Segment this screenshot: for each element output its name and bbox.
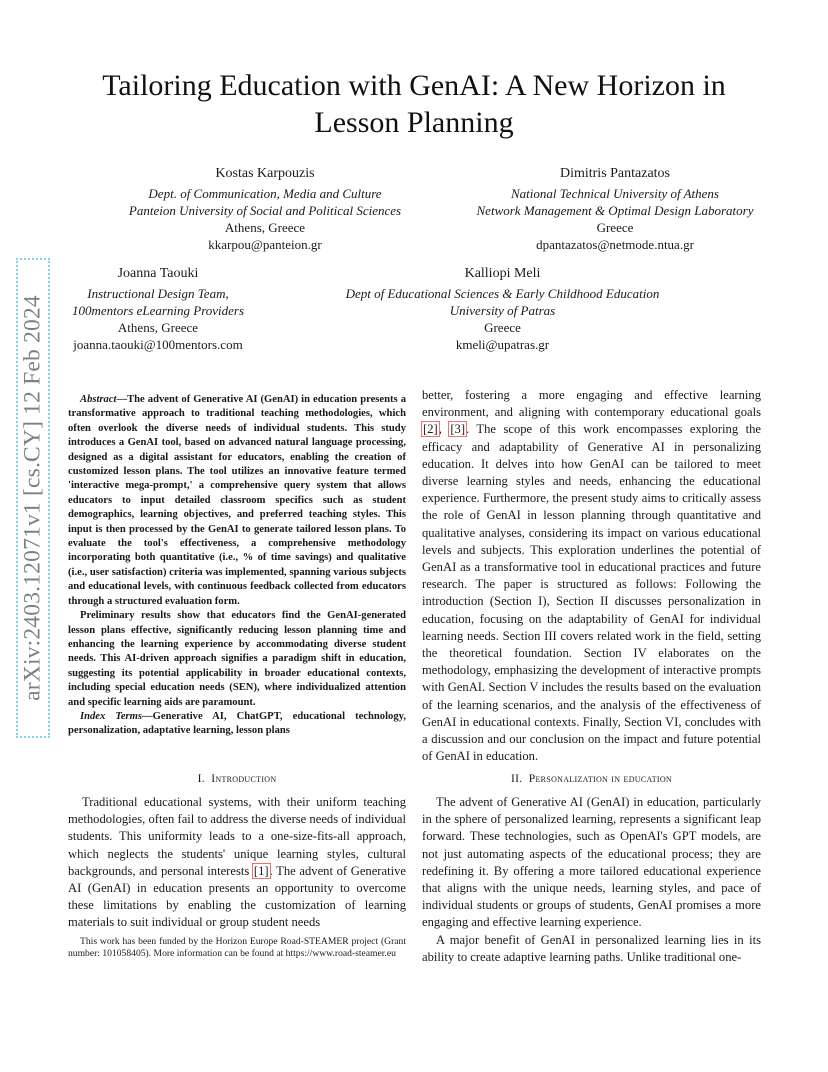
arxiv-stamp[interactable] — [16, 258, 50, 738]
author-institution: 100mentors eLearning Providers — [71, 303, 245, 318]
paper-title: Tailoring Education with GenAI: A New Horizon in Lesson Planning — [102, 69, 726, 139]
author-name: Joanna Taouki — [117, 266, 199, 281]
author-location: Greece — [484, 320, 521, 335]
citation-link-2[interactable]: [2] — [423, 422, 438, 437]
author-dept: Dept. of Communication, Media and Culture — [148, 186, 382, 201]
author-email: dpantazatos@netmode.ntua.gr — [536, 237, 694, 252]
author-location: Athens, Greece — [224, 220, 306, 235]
footnote-funding: This work has been funded by the Horizon Europe Road-STEAMER project (Grant number: 101058405). More information can be found at https://www.road-steamer.eu — [68, 936, 406, 960]
arxiv-identifier[interactable]: arXiv:2403.12071v1 [cs.CY] 12 Feb 2024 — [19, 295, 46, 701]
index-terms-label: Index Terms — [80, 710, 143, 722]
author-location: Athens, Greece — [117, 320, 199, 335]
author-block-taouki — [58, 265, 258, 353]
author-block-pantazatos — [440, 165, 790, 253]
section-heading-introduction: I. Introduction — [197, 773, 277, 785]
author-dept: Instructional Design Team, — [87, 286, 229, 301]
section-heading-personalization: II. Personalization in education — [511, 773, 672, 785]
author-dept: Dept of Educational Sciences & Early Childhood Education — [345, 286, 660, 301]
author-name: Kalliopi Meli — [464, 266, 541, 281]
author-email: kkarpou@panteion.gr — [208, 237, 322, 252]
author-email: kmeli@upatras.gr — [455, 337, 550, 352]
citation-link-1[interactable]: [1] — [253, 863, 269, 878]
citation-link-3[interactable]: [3] — [450, 422, 466, 437]
author-dept: National Technical University of Athens — [511, 186, 719, 201]
author-institution: Network Management & Optimal Design Laboratory — [476, 203, 754, 218]
abstract-label: Abstract — [80, 394, 117, 405]
index-terms: —Generative AI, ChatGPT, educational technology, personalization, adaptative learning, lesson plans — [68, 710, 406, 737]
author-location: Greece — [596, 220, 634, 235]
author-name: Kostas Karpouzis — [215, 166, 315, 181]
personalization-text — [422, 794, 761, 966]
abstract-paragraph-2: Preliminary results show that educators find the GenAI-generated lesson plans effective, significantly reducing lesson planning time and enhancing the learning experience by accommodating diverse student needs. This AI-driven approach signifies a paradigm shift in education, suggesting its potential applicability in broader educational contexts, including special education needs (SEN), where individualized attention and specific learning aids are paramount. — [68, 610, 406, 708]
author-block-meli — [320, 265, 685, 353]
abstract — [68, 393, 406, 739]
author-institution: Panteion University of Social and Political Sciences — [128, 203, 402, 218]
introduction-continued-text: better, fostering a more engaging and effective learning environment, and aligning with contemporary educational goals [2], [3]. The scope of this work encompasses exploring the efficacy and adaptability of Generative AI in personalizing education. It delves into how GenAI can be tailored to meet diverse learning styles and needs, enhancing the educational experience. Furthermore, the present study aims to critically assess the role of GenAI in lesson planning through quantitative and qualitative analyses, considering its impact on various educational levels and subjects. This exploration underlines the potential of GenAI as a transformative tool in educational practices and future research. The paper is structured as follows: Following the introduction (Section I), Section II discusses personalization in education, focusing on the adaptability of GenAI for individual learning needs. Section III covers related work in the field, setting the theoretical foundation. Section IV elaborates on the methodology, emphasizing the development of interactive prompts with GenAI. Section V includes the results based on the evaluation of the learning scenarios, and the analysis of the effectiveness of GenAI in educational contexts. Finally, Section VI, concludes with a discussion and our conclusion on the impact and future potential of GenAI in education. — [422, 388, 761, 764]
author-institution: University of Patras — [449, 303, 556, 318]
author-block-karpouzis — [100, 165, 430, 253]
abstract-paragraph-1: —The advent of Generative AI (GenAI) in education presents a transformative approach to traditional teaching methodologies, which often overlook the diverse needs of individual students. This study introduces a GenAI tool, based on advanced natural language processing, designed as a digital assistant for educators, enabling the creation of customized lesson plans. The tool utilizes an innovative feature termed 'interactive mega-prompt,' a comprehensive query system that allows educators to input detailed classroom specifics such as student demographics, learning objectives, and preferred teaching styles. This input is then processed by the GenAI to generate tailored lesson plans. To evaluate the tool's effectiveness, a comprehensive methodology incorporating both quantitative (i.e., % of time savings) and qualitative (i.e., user satisfaction) criteria was implemented, spanning various subjects and educational levels, with continuous feedback collected from educators through a structured evaluation form. — [68, 394, 406, 607]
introduction-text: Traditional educational systems, with their uniform teaching methodologies, often fail to address the diverse needs of individual students. This uniformity leads to a one-size-fits-all approach, which neglects the students' unique learning styles, cultural backgrounds, and personal interests [1]. The advent of Generative AI (GenAI) in education presents an opportunity to overcome these limitations by enabling the customization of learning materials to suit individual or group student needs — [68, 795, 406, 930]
author-email: joanna.taouki@100mentors.com — [73, 337, 243, 352]
personalization-paragraph-2: A major benefit of GenAI in personalized learning lies in its ability to create adaptive learning paths. Unlike traditional one- — [422, 932, 761, 964]
personalization-paragraph-1: The advent of Generative AI (GenAI) in education, particularly in the sphere of personalized learning, represents a significant leap forward. These technologies, such as OpenAI's GPT models, are not just automating aspects of the educational process; they are redefining it. By offering a more tailored educational experience that aligns with the unique needs, learning styles, and pace of individual students or groups of students, GenAI promises a more engaging and effective learning experience. — [422, 795, 761, 930]
author-name: Dimitris Pantazatos — [559, 166, 671, 181]
